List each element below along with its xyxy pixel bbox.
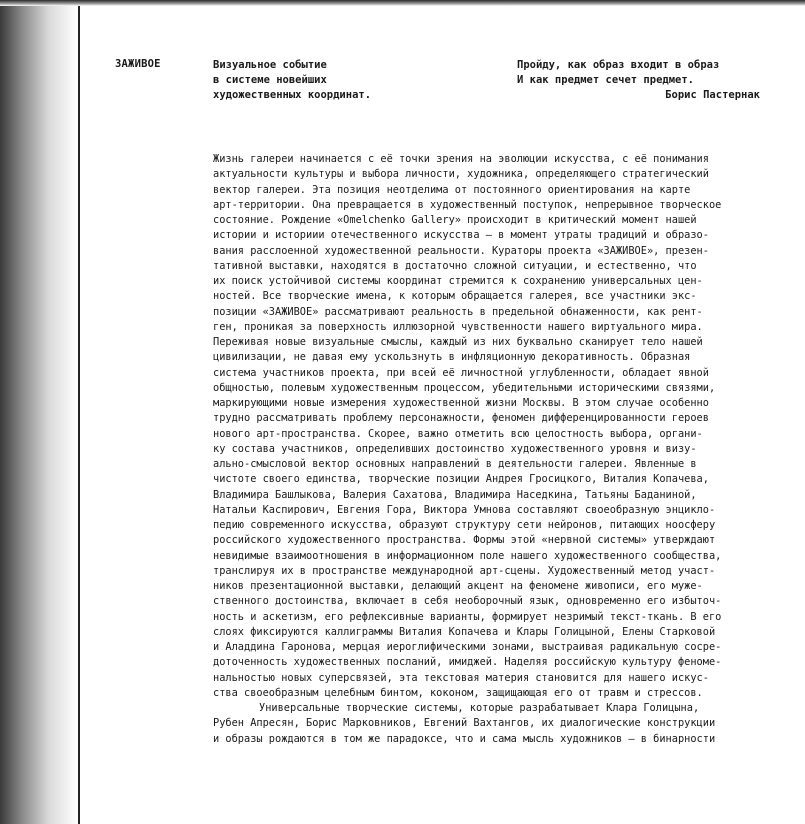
body-text bbox=[213, 152, 773, 747]
body-line: арт-территории. Она превращается в художественный поступок, непрерывное творческое bbox=[213, 198, 722, 211]
body-line: трудно рассматривать проблему персонажности, феномен дифференцированности героев bbox=[213, 412, 709, 425]
body-line: ства своеобразным целебным бинтом, коконом, защищающая его от травм и стрессов. bbox=[213, 686, 703, 699]
body-line: транслируя их в пространстве международной арт-сцены. Художественный метод участ- bbox=[213, 564, 716, 577]
body-line: состояние. Рождение «Omelchenko Gallery» происходит в критический момент нашей bbox=[213, 214, 697, 226]
body-line: нового арт-пространства. Скорее, важно отметить всю целостность выбора, органи- bbox=[213, 427, 703, 440]
subtitle-line: Визуальное событие bbox=[213, 59, 327, 71]
epigraph-line: И как предмет сечет предмет. bbox=[517, 74, 695, 86]
body-line: невидимые взаимоотношения в информационном поле нашего художественного сообщества, bbox=[213, 549, 722, 562]
body-line: российского художественного пространства. Формы этой «нервной системы» утверждают bbox=[213, 534, 716, 547]
body-line: Жизнь галереи начинается с её точки зрения на эволюции искусства, с её понимания bbox=[213, 153, 709, 165]
body-line: актуальности культуры и выбора личности, художника, определяющего стратегический bbox=[213, 168, 709, 181]
body-line: вектор галереи. Эта позиция неотделима от постоянного ориентирования на карте bbox=[213, 183, 691, 196]
page-binding-shadow bbox=[0, 0, 80, 824]
body-line: система участников проекта, при всей её личностной углубленности, обладает явной bbox=[213, 366, 709, 379]
body-line: их поиск устойчивой системы координат стремится к сохранению универсальных цен- bbox=[213, 275, 703, 287]
epigraph bbox=[517, 58, 760, 103]
page-top-edge bbox=[0, 0, 805, 6]
body-line: ностей. Все творческие имена, к которым обращается галерея, все участники экс- bbox=[213, 290, 697, 303]
body-line: ность и аскетизм, его рефлексивные варианты, формирует незримый текст-ткань. В его bbox=[213, 610, 722, 623]
subtitle-line: в системе новейших bbox=[213, 74, 327, 86]
body-line: нальностью новых суперсвязей, эта текстовая материя становится для нашего искус- bbox=[213, 671, 709, 684]
body-line: Переживая новые визуальные смыслы, каждый из них буквально сканирует тело нашей bbox=[213, 336, 703, 348]
body-line: Натальи Каспирович, Евгения Гора, Виктора Умнова составляют своеобразную энцикло- bbox=[213, 503, 716, 516]
body-line: тативной выставки, находятся в достаточно сложной ситуации, и естественно, что bbox=[213, 259, 697, 272]
subtitle-line: художественных координат. bbox=[213, 89, 372, 101]
body-line: позиции «ЗАЖИВОЕ» рассматривают реальность в предельной обнаженности, как рент- bbox=[213, 305, 703, 318]
subtitle bbox=[213, 58, 371, 103]
body-line: слоях фиксируются каллиграммы Виталия Копачева и Клары Голицыной, Елены Старковой bbox=[213, 625, 716, 638]
epigraph-author: Борис Пастернак bbox=[665, 89, 760, 101]
body-line: ников презентационной выставки, делающий акцент на феномене живописи, его муже- bbox=[213, 580, 703, 592]
body-line: Владимира Башлыкова, Валерия Сахатова, Владимира Наседкина, Татьяны Баданиной, bbox=[213, 488, 697, 501]
body-line: ально-смысловой вектор основных направлений в деятельности галереи. Явленные в bbox=[213, 458, 697, 470]
body-line: чистоте своего единства, творческие позиции Андрея Гросицкого, Виталия Копачева, bbox=[213, 473, 709, 486]
body-line: ку состава участников, определивших достоинство художественного уровня и визу- bbox=[213, 442, 697, 455]
body-line: и образы рождаются в том же парадоксе, что и сама мысль художников — в бинарности bbox=[213, 732, 716, 745]
body-line: доточенность художественных посланий, имиджей. Наделяя российскую культуру феноме- bbox=[213, 656, 722, 669]
epigraph-line: Пройду, как образ входит в образ bbox=[517, 59, 720, 71]
body-line: ген, проникая за поверхность иллюзорной чувственности нашего виртуального мира. bbox=[213, 320, 703, 333]
body-line: истории и историии отечественного искусства — в момент утраты традиций и образо- bbox=[213, 229, 709, 242]
body-line: общностью, полевым художественным процессом, убедительными историческими связями, bbox=[213, 381, 716, 394]
body-line: Универсальные творческие системы, которые разрабатывает Клара Голицына, bbox=[259, 702, 700, 714]
body-line: и Аладдина Гаронова, мерцая иероглифическими зонами, выстраивая радикальную сосре- bbox=[213, 641, 722, 653]
body-line: цивилизации, не давая ему ускользнуть в инфляционную декоративность. Образная bbox=[213, 351, 691, 364]
running-head: ЗАЖИВОЕ bbox=[115, 58, 161, 70]
body-line: педию современного искусства, образуют структуру сети нейронов, питающих ноосферу bbox=[213, 519, 716, 531]
body-line: вания расслоенной художественной реальности. Кураторы проекта «ЗАЖИВОЕ», презен- bbox=[213, 244, 709, 257]
body-line: ственного достоинства, включает в себя необорочный язык, одновременно его избыточ- bbox=[213, 595, 722, 608]
page-binding-edge bbox=[78, 0, 80, 824]
body-line: маркирующими новые измерения художественной жизни Москвы. В этом случае особенно bbox=[213, 397, 709, 409]
body-line: Рубен Апресян, Борис Марковников, Евгений Вахтангов, их диалогические конструкции bbox=[213, 717, 716, 730]
